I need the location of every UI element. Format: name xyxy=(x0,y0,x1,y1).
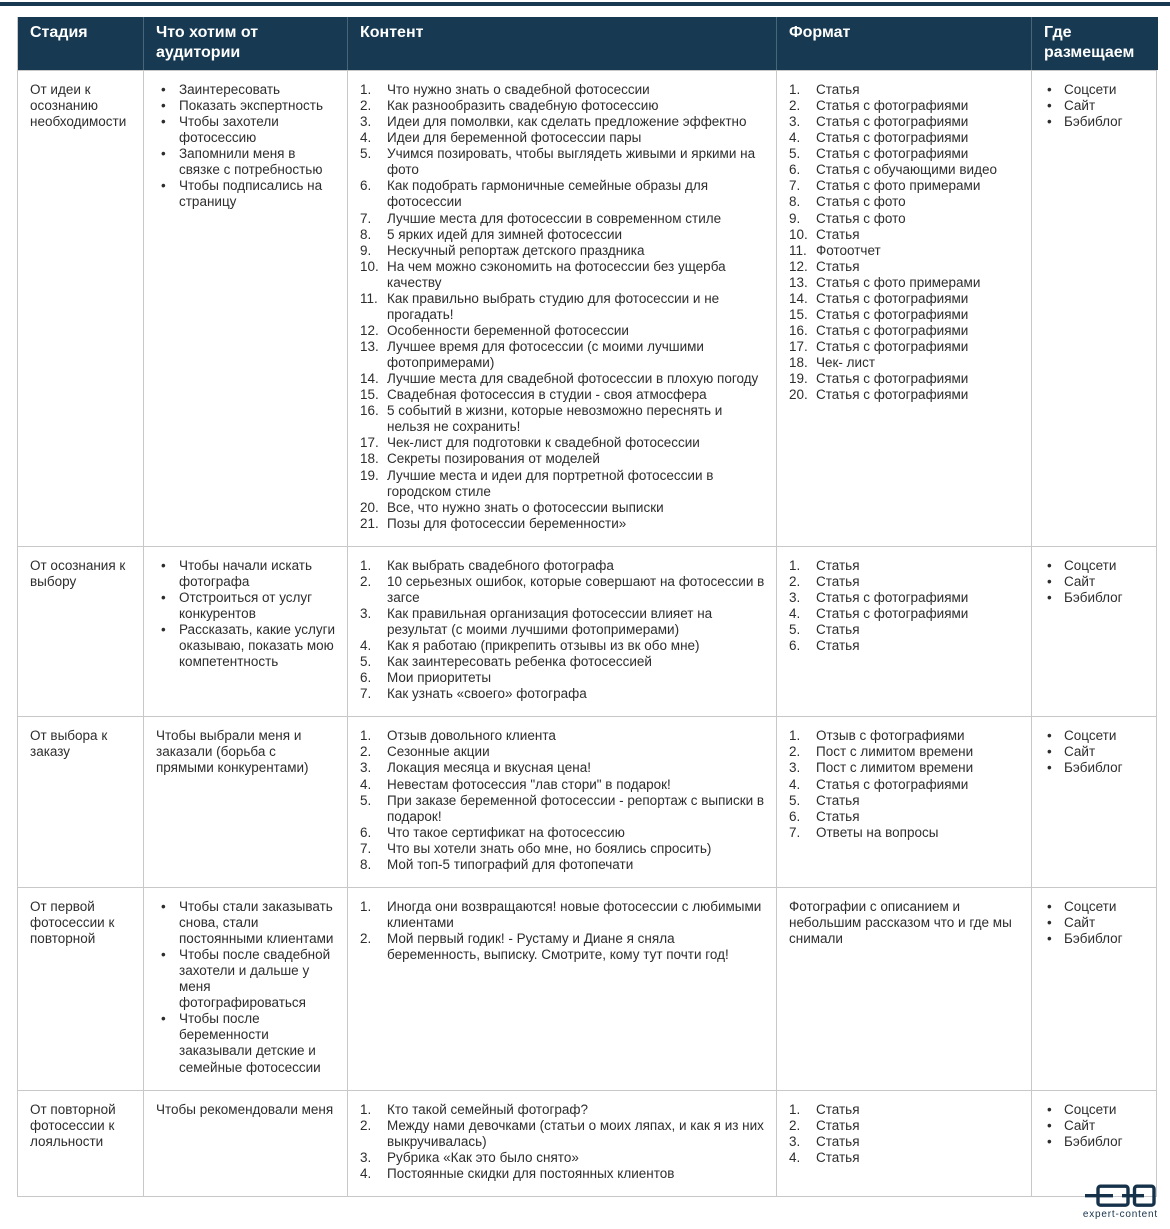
content-cell xyxy=(347,717,776,887)
column-header-content: Контент xyxy=(347,17,776,70)
list-item: • Сайт xyxy=(1044,98,1148,114)
placement-cell-list xyxy=(1044,899,1148,947)
table-row xyxy=(18,716,1156,887)
list-item: Статья с фотографиями xyxy=(816,339,969,355)
placement-cell xyxy=(1031,1091,1158,1196)
list-item: Статья xyxy=(816,557,860,573)
column-header-format: Формат xyxy=(776,17,1031,70)
list-item: Рубрика «Как это было снято» xyxy=(387,1149,579,1165)
table-body xyxy=(18,70,1156,1196)
list-item: На чем можно сэкономить на фотосессии без ущерба качеству xyxy=(387,258,726,290)
placement-cell-list xyxy=(1044,1102,1148,1150)
stage-cell xyxy=(18,71,143,546)
column-header-stage: Стадия xyxy=(18,17,143,70)
list-item: Как узнать «своего» фотографа xyxy=(387,686,587,702)
list-item: Секреты позирования от моделей xyxy=(387,451,600,467)
list-item: • Показать экспертность xyxy=(156,98,337,114)
list-item: Статья xyxy=(816,573,860,589)
list-item: Статья xyxy=(816,1149,860,1165)
placement-cell-list xyxy=(1044,728,1148,776)
list-item: Статья xyxy=(816,1133,860,1149)
list-item: • Чтобы после беременности заказывали детские и семейные фотосессии xyxy=(156,1011,337,1075)
audience-cell xyxy=(143,547,347,717)
audience-cell-list xyxy=(156,82,337,211)
list-item: Статья xyxy=(816,1117,860,1133)
stage-cell xyxy=(18,547,143,717)
list-item: Статья с фото xyxy=(816,210,906,226)
list-item: Как правильная организация фотосессии влияет на результат (с моими лучшими фотопримерами) xyxy=(387,605,713,638)
list-item: • Сайт xyxy=(1044,915,1148,931)
cell-text: От выбора к заказу xyxy=(30,728,108,760)
list-item: Фотоотчет xyxy=(816,242,881,258)
list-item: • Бэбиблог xyxy=(1044,1134,1148,1150)
format-cell xyxy=(776,717,1031,887)
content-cell xyxy=(347,1091,776,1196)
list-item: Пост с лимитом времени xyxy=(816,760,974,776)
table-header-row xyxy=(18,17,1156,70)
cell-text: От осознания к выбору xyxy=(30,557,126,589)
audience-cell-list xyxy=(156,899,337,1076)
content-cell-list xyxy=(360,558,766,703)
column-header-placement: Где размещаем xyxy=(1031,17,1158,70)
list-item: Статья с фото примерами xyxy=(816,178,981,194)
list-item: Статья xyxy=(816,226,860,242)
list-item: Невестам фотосессия "лав стори" в подарок! xyxy=(387,776,671,792)
list-item: Статья с фотографиями xyxy=(816,322,969,338)
stage-cell xyxy=(18,1091,143,1196)
list-item: • Рассказать, какие услуги оказываю, показать мою компетентность xyxy=(156,622,337,670)
list-item: Мой топ-5 типографий для фотопечати xyxy=(387,856,634,872)
cell-text: От повторной фотосессии к лояльности xyxy=(30,1101,116,1149)
list-item: Мой первый годик! - Рустаму и Диане я сняла беременность, выписку. Смотрите, кому тут почти год! xyxy=(387,931,729,963)
format-cell-list xyxy=(789,558,1021,654)
list-item: Что нужно знать о свадебной фотосессии xyxy=(387,82,650,98)
column-header-audience: Что хотим от аудитории xyxy=(143,17,347,70)
list-item: Статья xyxy=(816,1101,860,1117)
content-cell-list xyxy=(360,1102,766,1182)
placement-cell xyxy=(1031,547,1158,717)
content-cell xyxy=(347,888,776,1090)
list-item: Как я работаю (прикрепить отзывы из вк обо мне) xyxy=(387,638,700,654)
stage-cell xyxy=(18,717,143,887)
stage-cell xyxy=(18,888,143,1090)
format-cell-list xyxy=(789,1102,1021,1166)
list-item: • Чтобы после свадебной захотели и дальше у меня фотографироваться xyxy=(156,947,337,1011)
list-item: • Соцсети xyxy=(1044,728,1148,744)
list-item: Статья с фотографиями xyxy=(816,290,969,306)
list-item: При заказе беременной фотосессии - репортаж с выписки в подарок! xyxy=(387,792,765,824)
list-item: 5 ярких идей для зимней фотосессии xyxy=(387,226,623,242)
list-item: Отзыв довольного клиента xyxy=(387,728,556,744)
expert-content-logo xyxy=(1083,1184,1158,1220)
format-cell xyxy=(776,888,1031,1090)
audience-cell xyxy=(143,888,347,1090)
cell-text: От идеи к осознанию необходимости xyxy=(30,82,127,130)
placement-cell-list xyxy=(1044,558,1148,606)
content-cell-list xyxy=(360,728,766,873)
table-row xyxy=(18,887,1156,1090)
table-row xyxy=(18,546,1156,717)
audience-cell xyxy=(143,1091,347,1196)
list-item: Статья с фотографиями xyxy=(816,387,969,403)
list-item: Учимся позировать, чтобы выглядеть живыми и яркими на фото xyxy=(387,146,756,178)
top-divider xyxy=(0,2,1170,6)
audience-cell xyxy=(143,717,347,887)
list-item: Как правильно выбрать студию для фотосессии и не прогадать! xyxy=(387,290,720,322)
logo-text: expert-content xyxy=(1082,1209,1158,1220)
list-item: Статья xyxy=(816,258,860,274)
list-item: • Бэбиблог xyxy=(1044,590,1148,606)
list-item: Идеи для беременной фотосессии пары xyxy=(387,130,642,146)
list-item: Постоянные скидки для постоянных клиентов xyxy=(387,1165,675,1181)
list-item: • Сайт xyxy=(1044,574,1148,590)
list-item: Статья с фотографиями xyxy=(816,605,969,621)
chain-link-icon xyxy=(1084,1184,1156,1208)
list-item: • Соцсети xyxy=(1044,82,1148,98)
list-item: Что вы хотели знать обо мне, но боялись спросить) xyxy=(387,840,712,856)
list-item: Как разнообразить свадебную фотосессию xyxy=(387,98,659,114)
list-item: Свадебная фотосессия в студии - своя атмосфера xyxy=(387,387,707,403)
list-item: Ответы на вопросы xyxy=(816,824,939,840)
list-item: Что такое сертификат на фотосессию xyxy=(387,824,625,840)
list-item: • Чтобы захотели фотосессию xyxy=(156,114,337,146)
list-item: Статья с фотографиями xyxy=(816,589,969,605)
content-cell xyxy=(347,547,776,717)
list-item: Статья с обучающими видео xyxy=(816,162,997,178)
placement-cell-list xyxy=(1044,82,1148,130)
audience-cell-list xyxy=(156,558,337,670)
list-item: Между нами девочками (статьи о моих ляпах, и как я из них выкручивалась) xyxy=(387,1117,764,1149)
content-cell-list xyxy=(360,82,766,532)
list-item: 5 событий в жизни, которые невозможно переснять и нельзя не сохранить! xyxy=(387,403,723,435)
list-item: Как выбрать свадебного фотографа xyxy=(387,557,614,573)
list-item: • Соцсети xyxy=(1044,1102,1148,1118)
list-item: Лучшие места для свадебной фотосессии в плохую погоду xyxy=(387,371,759,387)
cell-text: Чтобы выбрали меня и заказали (борьба с прямыми конкурентами) xyxy=(156,728,309,776)
table-row xyxy=(18,1090,1156,1196)
list-item: • Отстроиться от услуг конкурентов xyxy=(156,590,337,622)
format-cell xyxy=(776,547,1031,717)
cell-text: От первой фотосессии к повторной xyxy=(30,898,115,947)
list-item: • Сайт xyxy=(1044,744,1148,760)
content-cell xyxy=(347,71,776,546)
list-item: • Чтобы стали заказывать снова, стали постоянными клиентами xyxy=(156,899,337,947)
list-item: Статья с фото xyxy=(816,194,906,210)
list-item: Статья с фотографиями xyxy=(816,146,969,162)
list-item: Лучшие места и идеи для портретной фотосессии в городском стиле xyxy=(387,467,714,499)
list-item: Нескучный репортаж детского праздника xyxy=(387,242,645,258)
list-item: • Заинтересовать xyxy=(156,82,337,98)
list-item: Лучшие места для фотосессии в современном стиле xyxy=(387,210,722,226)
placement-cell xyxy=(1031,71,1158,546)
placement-cell xyxy=(1031,888,1158,1090)
list-item: Статья xyxy=(816,638,860,654)
list-item: • Бэбиблог xyxy=(1044,760,1148,776)
list-item: Позы для фотосессии беременности» xyxy=(387,515,627,531)
content-cell-list xyxy=(360,899,766,963)
list-item: Статья xyxy=(816,82,860,98)
list-item: Чек- лист xyxy=(816,355,876,371)
list-item: Статья с фотографиями xyxy=(816,306,969,322)
cell-text: Чтобы рекомендовали меня xyxy=(156,1101,334,1117)
placement-cell xyxy=(1031,717,1158,887)
list-item: Все, что нужно знать о фотосессии выписки xyxy=(387,499,664,515)
cell-text: Фотографии с описанием и небольшим рассказом что и где мы снимали xyxy=(789,898,1012,947)
list-item: • Чтобы начали искать фотографа xyxy=(156,558,337,590)
list-item: Чек-лист для подготовки к свадебной фотосессии xyxy=(387,435,700,451)
list-item: • Бэбиблог xyxy=(1044,114,1148,130)
list-item: Статья с фото примерами xyxy=(816,274,981,290)
list-item: Особенности беременной фотосессии xyxy=(387,322,629,338)
list-item: • Бэбиблог xyxy=(1044,931,1148,947)
list-item: Кто такой семейный фотограф? xyxy=(387,1101,589,1117)
format-cell xyxy=(776,1091,1031,1196)
list-item: Как подобрать гармоничные семейные образы для фотосессии xyxy=(387,178,709,210)
format-cell-list xyxy=(789,82,1021,403)
list-item: Лучшее время для фотосессии (с моими лучшими фотопримерами) xyxy=(387,339,704,371)
format-cell-list xyxy=(789,728,1021,840)
table-row xyxy=(18,70,1156,546)
content-plan-table xyxy=(17,17,1157,1197)
list-item: Статья с фотографиями xyxy=(816,114,969,130)
list-item: • Соцсети xyxy=(1044,899,1148,915)
list-item: Статья с фотографиями xyxy=(816,371,969,387)
list-item: Пост с лимитом времени xyxy=(816,744,974,760)
list-item: Идеи для помолвки, как сделать предложение эффектно xyxy=(387,114,747,130)
list-item: Статья с фотографиями xyxy=(816,98,969,114)
list-item: Сезонные акции xyxy=(387,744,490,760)
list-item: Статья xyxy=(816,622,860,638)
list-item: Отзыв с фотографиями xyxy=(816,728,965,744)
list-item: • Чтобы подписались на страницу xyxy=(156,178,337,210)
list-item: Статья с фотографиями xyxy=(816,130,969,146)
list-item: • Соцсети xyxy=(1044,558,1148,574)
list-item: 10 серьезных ошибок, которые совершают на фотосессии в загсе xyxy=(387,573,765,605)
list-item: • Сайт xyxy=(1044,1118,1148,1134)
list-item: Как заинтересовать ребенка фотосессией xyxy=(387,654,652,670)
audience-cell xyxy=(143,71,347,546)
list-item: Статья xyxy=(816,808,860,824)
list-item: Иногда они возвращаются! новые фотосессии с любимыми клиентами xyxy=(387,898,762,930)
list-item: Статья с фотографиями xyxy=(816,776,969,792)
list-item: Локация месяца и вкусная цена! xyxy=(387,760,591,776)
format-cell xyxy=(776,71,1031,546)
list-item: • Запомнили меня в связке с потребностью xyxy=(156,146,337,178)
list-item: Мои приоритеты xyxy=(387,670,492,686)
list-item: Статья xyxy=(816,792,860,808)
